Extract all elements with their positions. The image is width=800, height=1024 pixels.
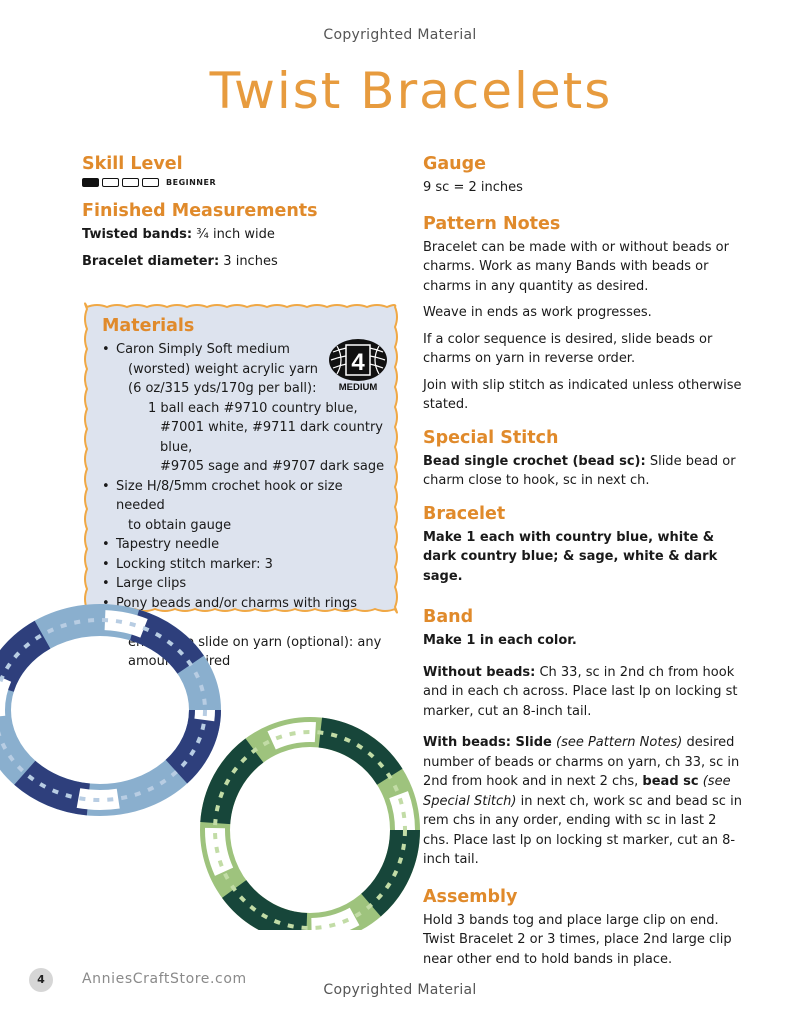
special-stitch-heading: Special Stitch [423,427,559,448]
materials-heading: Materials [102,316,195,336]
skill-segment [102,178,119,187]
left-column [82,154,402,278]
band-with-text2: in next ch, work sc and bead sc in rem chs in any order, ending with sc in last 2 chs. Place last lp on locking st marker, cut an 8-inch tail. [423,793,742,867]
special-stitch-label: Bead single crochet (bead sc): [423,453,646,469]
materials-item-cont: to obtain gauge [128,517,232,533]
skill-level-label: BEGINNER [166,178,217,187]
materials-item-cont: 1 ball each #9710 country blue, [148,400,358,416]
skill-segment [122,178,139,187]
skill-level-meter [82,178,402,187]
materials-item-cont: (worsted) weight acrylic yarn [128,361,318,377]
gauge-heading: Gauge [423,154,487,174]
bracelet-diameter-value: 3 inches [219,253,278,269]
twisted-bands-line [82,225,402,245]
special-stitch-text [423,452,743,491]
copyright-top: Copyrighted Material [323,27,477,43]
footer-site-link[interactable]: AnniesCraftStore.com [82,971,247,987]
materials-item-cont: enough to slide on yarn (optional): any [128,634,382,650]
materials-item-cont: amount desired [128,654,231,669]
bracelets-photo [0,600,420,930]
materials-item-cont: #9705 sage and #9707 dark sage [160,459,385,474]
special-stitch-body: Slide bead or charm close to hook, sc in next ch. [423,453,736,488]
band-heading: Band [423,607,474,627]
bracelet-text: Make 1 each with country blue, white & dark country blue; & sage, white & dark sage. [423,529,718,584]
band-without-text: Ch 33, sc in 2nd ch from hook and in each ch across. Place last lp on locking st marker, cut an 8-inch tail. [423,664,738,719]
bracelet-heading: Bracelet [423,503,506,524]
yarn-weight-label: MEDIUM [338,382,378,393]
assembly-text: Hold 3 bands tog and place large clip on end. Twist Bracelet 2 or 3 times, place 2nd large clip near other end to hold bands in place. [423,912,732,967]
pattern-note: Weave in ends as work progresses. [423,305,652,320]
band-with-text1: desired number of beads or charms on yarn, ch 33, sc in 2nd from hook and in next 2 chs, [423,735,740,789]
gauge-text: 9 sc = 2 inches [423,180,523,195]
right-column [423,154,743,976]
twisted-bands-label: Twisted bands: [82,227,193,242]
materials-item: • Tapestry needle [102,535,394,555]
copyright-bottom: Copyrighted Material [323,982,477,998]
skill-segment [142,178,159,187]
finished-measurements-heading: Finished Measurements [82,201,318,221]
yarn-weight-number: 4 [351,349,365,376]
pattern-note: Bracelet can be made with or without beads or charms. Work as many Bands with beads or charms in any quantity as desired. [423,239,729,294]
materials-item: • Caron Simply Soft medium [102,340,394,360]
materials-item: • Pony beads and/or charms with rings large [102,594,394,633]
band-without-label: Without beads: [423,664,536,680]
materials-item: • Large clips [102,574,394,594]
band-without-beads [423,663,743,722]
page-number: 4 [29,968,53,992]
blue-bracelet [0,620,205,800]
materials-item: • Size H/8/5mm crochet hook or size needed [102,477,394,516]
pattern-note: If a color sequence is desired, slide beads or charms on yarn in reverse order. [423,331,713,366]
materials-item-cont: (6 oz/315 yds/170g per ball): [128,381,317,396]
band-with-label: With beads: Slide [423,735,552,750]
skill-segment-filled [82,178,99,187]
assembly-heading: Assembly [423,886,518,907]
band-with-italic1: (see Pattern Notes) [551,735,683,750]
band-with-beads [423,733,743,870]
materials-box [82,302,400,669]
page-title: Twist Bracelets [209,62,613,120]
materials-item: • Locking stitch marker: 3 [102,555,394,575]
materials-item-cont: #7001 white, #9711 dark country blue, [160,420,383,455]
band-with-italic2: (see Special Stitch) [423,774,731,809]
green-bracelet [215,732,405,928]
band-with-bold2: bead sc [642,774,699,789]
yarn-weight-icon [327,332,389,394]
bracelet-diameter-label: Bracelet diameter: [82,253,220,269]
skill-level-heading: Skill Level [82,154,183,174]
band-intro: Make 1 in each color. [423,633,577,648]
bracelet-diameter-line [82,252,402,272]
twisted-bands-value: ¾ inch wide [192,227,275,242]
pattern-notes-heading: Pattern Notes [423,213,561,234]
pattern-note: Join with slip stitch as indicated unless otherwise stated. [423,377,742,412]
